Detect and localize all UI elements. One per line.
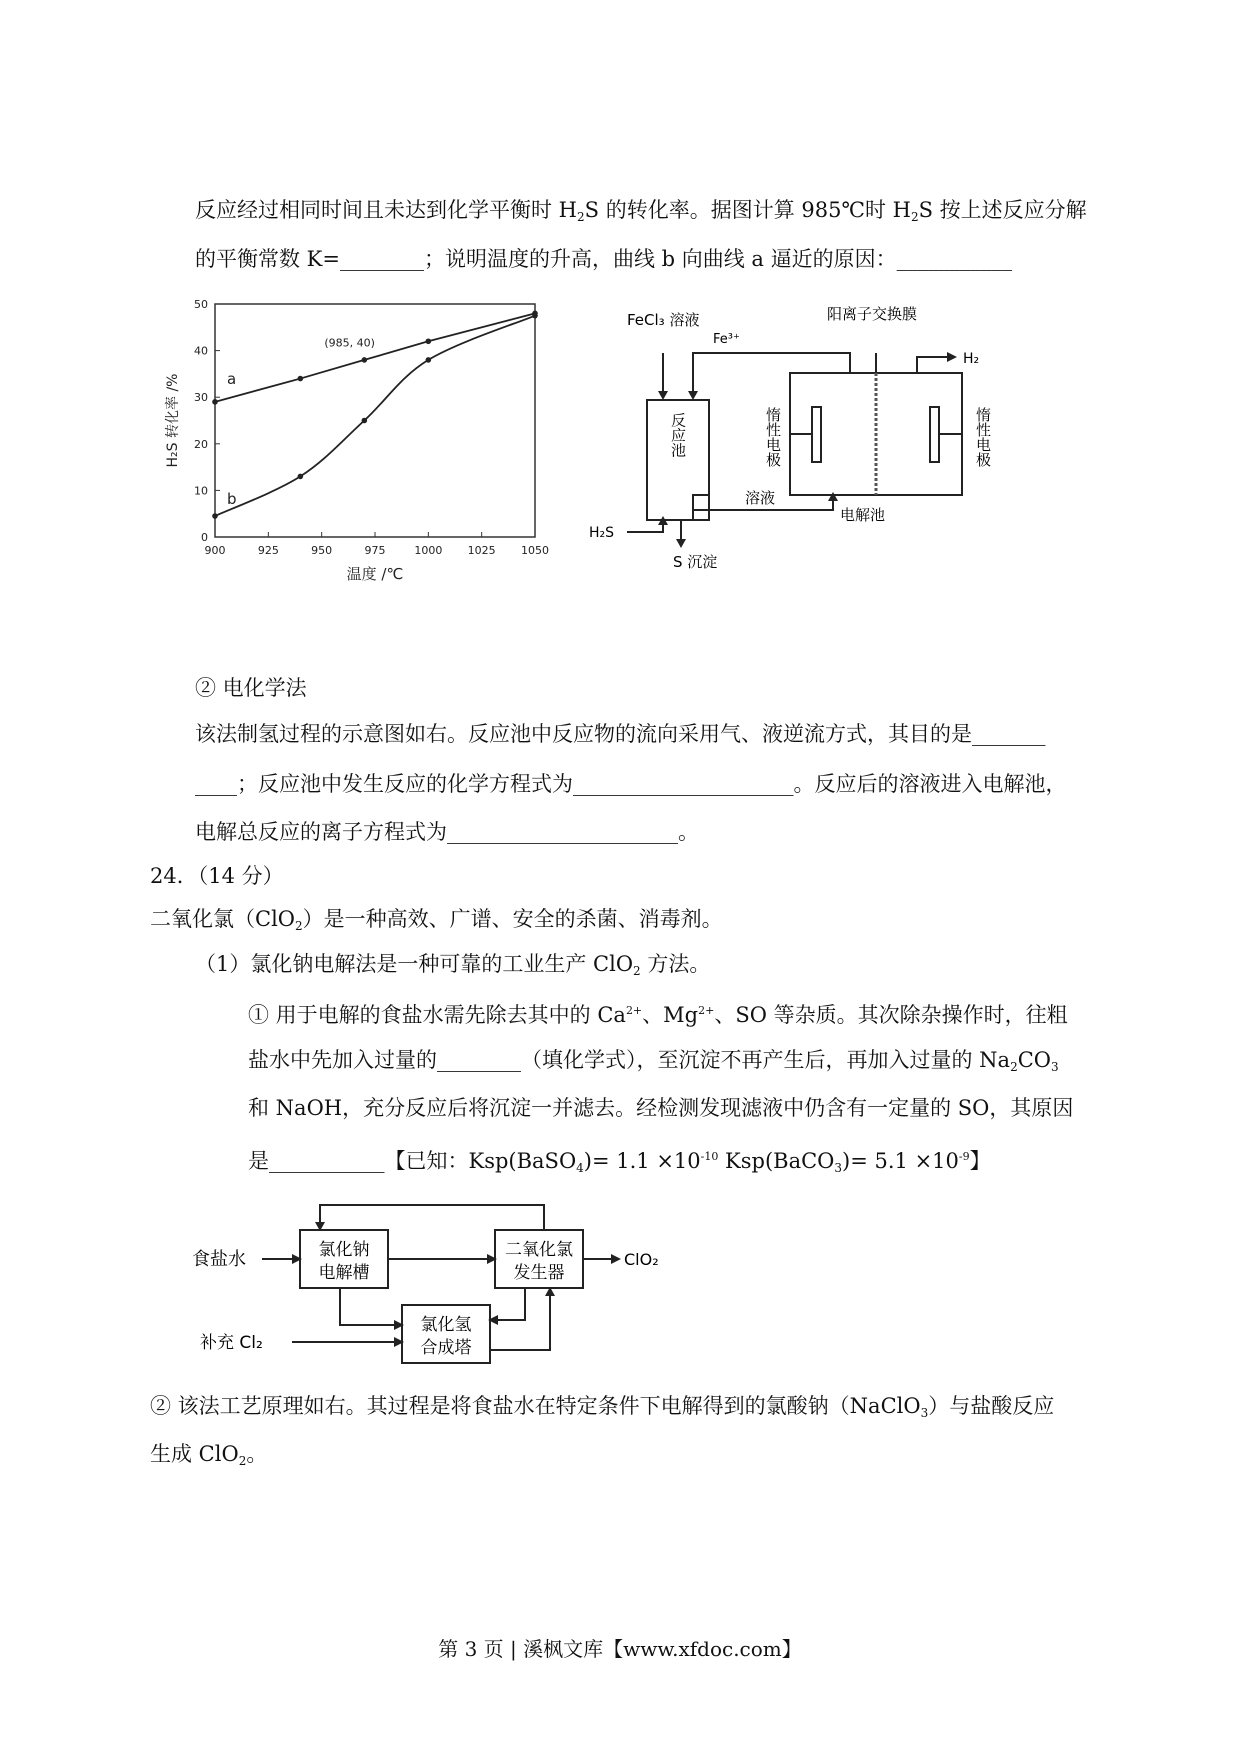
electrode-left [812,407,821,462]
paragraph-line: 该法制氢过程的示意图如右。反应池中反应物的流向采用气、液逆流方式，其目的是_______ [195,722,1046,746]
x-tick-label: 975 [364,544,386,557]
paragraph-line: 反应经过相同时间且未达到化学平衡时 $H_2S$ 的转化率。据图计算 985℃时 $H_2S$ 按上述反应分解 [195,198,1087,224]
process-flow-diagram [190,1190,710,1370]
electrolysis-diagram [585,295,1045,585]
paragraph-line: 生成 ClO$_2$。 [150,1442,268,1468]
electrode-label-right: 惰性电极 [974,407,992,467]
s-precipitate-label: S 沉淀 [673,553,718,571]
y-tick-label: 40 [194,344,208,358]
fecl3-label: FeCl₃ 溶液 [627,311,700,329]
y-tick-label: 30 [194,391,208,405]
reactor-label: 反应池 [669,412,687,458]
paragraph-line: 的平衡常数 K=________；说明温度的升高，曲线 b 向曲线 a 逼近的原因：___________ [195,247,1013,271]
point-annotation: (985, 40) [324,336,375,350]
series-b-point [426,357,432,363]
electrolysis-tank-label: 氯化钠 [318,1240,370,1260]
h2-label: H₂ [963,351,980,367]
question-header: 24．（14 分） [150,864,284,888]
paragraph-line: ② 该法工艺原理如右。其过程是将食盐水在特定条件下电解得到的氯酸钠（NaClO$_3$）与盐酸反应 [150,1394,1055,1420]
arrow-icon [658,391,668,400]
clo2-generator-label: 发生器 [513,1263,565,1283]
arrow-icon [947,352,957,362]
series-a-point [426,338,432,344]
series-a-point [298,376,304,382]
series-b-point [298,474,304,480]
x-tick-label: 900 [204,544,226,557]
h2s-label: H₂S [589,525,615,541]
hcl-tower-label: 合成塔 [420,1338,472,1358]
paragraph-line: ____；反应池中发生反应的化学方程式为_____________________。反应后的溶液进入电解池， [195,772,1067,796]
electrolysis-tank-label: 电解槽 [318,1263,370,1283]
paragraph-line: 和 NaOH，充分反应后将沉淀一并滤去。经检测发现滤液中仍含有一定量的 SO，其原因 [248,1096,1074,1120]
series-label: a [227,369,237,388]
series-a-line [215,313,535,402]
x-axis-label: 温度 /℃ [346,565,404,583]
series-b-point [362,418,368,424]
y-tick-label: 20 [194,437,208,451]
page-footer: 第 3 页 | 溪枫文库【www.xfdoc.com】 [438,1637,802,1661]
clo2-generator-label: 二氧化氯 [505,1240,573,1260]
y-tick-label: 10 [194,484,208,498]
arrow-icon [688,391,698,400]
x-tick-label: 1050 [521,544,549,557]
electrolysis-cell-label: 电解池 [840,506,886,524]
series-b-point [532,313,538,319]
paragraph-line: 电解总反应的离子方程式为______________________。 [195,820,699,844]
series-b-line [215,316,535,516]
paragraph-line: 二氧化氯（ClO$_2$）是一种高效、广谱、安全的杀菌、消毒剂。 [150,907,723,933]
x-tick-label: 1025 [467,544,496,557]
y-tick-label: 50 [194,298,208,311]
arrow-icon [676,539,686,548]
clo2-output-label: ClO₂ [624,1250,659,1269]
plot-frame [215,304,535,537]
x-tick-label: 950 [311,544,333,557]
series-b-point [212,513,218,519]
hcl-tower-label: 氯化氢 [420,1315,472,1335]
arrow-icon [611,1254,621,1264]
y-axis-label: H₂S 转化率 /% [165,373,181,468]
solution-label: 溶液 [745,489,776,507]
series-a-point [212,399,218,405]
paragraph-line: （1）氯化钠电解法是一种可靠的工业生产 ClO$_2$ 方法。 [195,952,711,978]
paragraph-line: 盐水中先加入过量的________（填化学式），至沉淀不再产生后，再加入过量的 $Na_2CO_3$ [248,1048,1059,1074]
conversion-rate-chart [160,292,560,592]
fe3-label: Fe³⁺ [713,332,740,347]
series-label: b [227,490,237,509]
x-tick-label: 1000 [414,544,443,557]
electrode-label-left: 惰性电极 [764,407,782,467]
arrow-icon [828,492,838,501]
section-title: ② 电化学法 [195,676,307,700]
electrode-right [930,407,939,462]
cl2-supply-label: 补充 Cl₂ [200,1333,263,1353]
x-tick-label: 925 [257,544,279,557]
paragraph-line: 是___________【已知：Ksp(BaSO$_4$)= $1.1 \times 10^{-10}$ Ksp(BaCO$_3$)= $5.1 \times 10^{-9}$】 [248,1149,991,1175]
y-tick-label: 0 [201,531,208,544]
paragraph-line: ① 用于电解的食盐水需先除去其中的 $Ca^{2+}$、$Mg^{2+}$、SO 等杂质。其次除杂操作时，往粗 [248,1003,1068,1027]
series-a-point [362,357,368,363]
membrane-label: 阳离子交换膜 [827,305,918,323]
brine-label: 食盐水 [192,1249,246,1270]
